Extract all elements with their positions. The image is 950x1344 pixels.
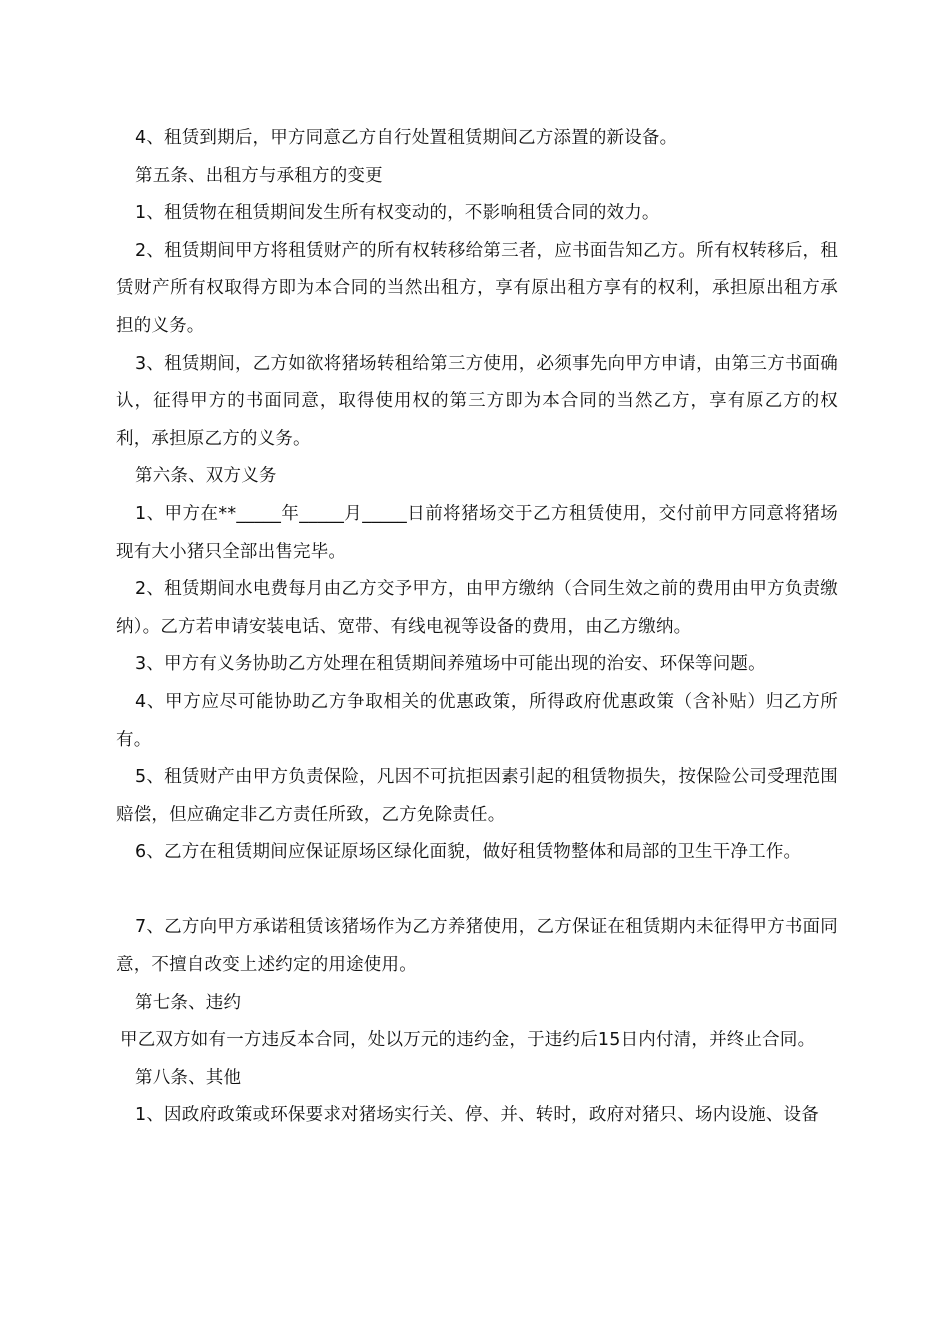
- clause-6-7: 7、乙方向甲方承诺租赁该猪场作为乙方养猪使用，乙方保证在租赁期内未征得甲方书面同意，不擅自改变上述约定的用途使用。: [116, 917, 838, 976]
- clause-5-3: 3、租赁期间，乙方如欲将猪场转租给第三方使用，必须事先向甲方申请，由第三方书面确认，征得甲方的书面同意，取得使用权的第三方即为本合同的当然乙方，享有原乙方的权利，承担原乙方的义务。: [116, 353, 838, 449]
- article-8-heading: 第八条、其他: [135, 1067, 242, 1088]
- clause-6-4: 4、甲方应尽可能协助乙方争取相关的优惠政策，所得政府优惠政策（含补贴）归乙方所有。: [116, 691, 838, 750]
- clause-6-3: 3、甲方有义务协助乙方处理在租赁期间养殖场中可能出现的治安、环保等问题。: [135, 654, 766, 675]
- article-6-heading: 第六条、双方义务: [135, 466, 277, 487]
- clause-5-1: 1、租赁物在租赁期间发生所有权变动的，不影响租赁合同的效力。: [135, 203, 660, 224]
- article-7-heading: 第七条、违约: [135, 992, 242, 1013]
- clause-8-1: 1、因政府政策或环保要求对猪场实行关、停、并、转时，政府对猪只、场内设施、设备: [135, 1105, 819, 1126]
- clause-5-4: 4、租赁到期后，甲方同意乙方自行处置租赁期间乙方添置的新设备。: [135, 128, 678, 148]
- article-7-body: 甲乙双方如有一方违反本合同，处以万元的违约金，于违约后15日内付清，并终止合同。: [120, 1030, 816, 1051]
- clause-6-5: 5、租赁财产由甲方负责保险，凡因不可抗拒因素引起的租赁物损失，按保险公司受理范围赔偿，但应确定非乙方责任所致，乙方免除责任。: [116, 767, 838, 825]
- document-body: [116, 120, 838, 1135]
- article-5-heading: 第五条、出租方与承租方的变更: [135, 165, 383, 186]
- clause-6-2: 2、租赁期间水电费每月由乙方交予甲方，由甲方缴纳（合同生效之前的费用由甲方负责缴纳）。乙方若申请安装电话、宽带、有线电视等设备的费用，由乙方缴纳。: [116, 579, 838, 637]
- clause-6-1: 1、甲方在**_____年_____月_____日前将猪场交于乙方租赁使用，交付前甲方同意将猪场现有大小猪只全部出售完毕。: [116, 503, 838, 562]
- clause-6-6: 6、乙方在租赁期间应保证原场区绿化面貌，做好租赁物整体和局部的卫生干净工作。: [135, 842, 802, 863]
- clause-5-2: 2、租赁期间甲方将租赁财产的所有权转移给第三者，应书面告知乙方。所有权转移后，租赁财产所有权取得方即为本合同的当然出租方，享有原出租方享有的权利，承担原出租方承担的义务。: [116, 240, 838, 336]
- blank-line: [116, 872, 838, 910]
